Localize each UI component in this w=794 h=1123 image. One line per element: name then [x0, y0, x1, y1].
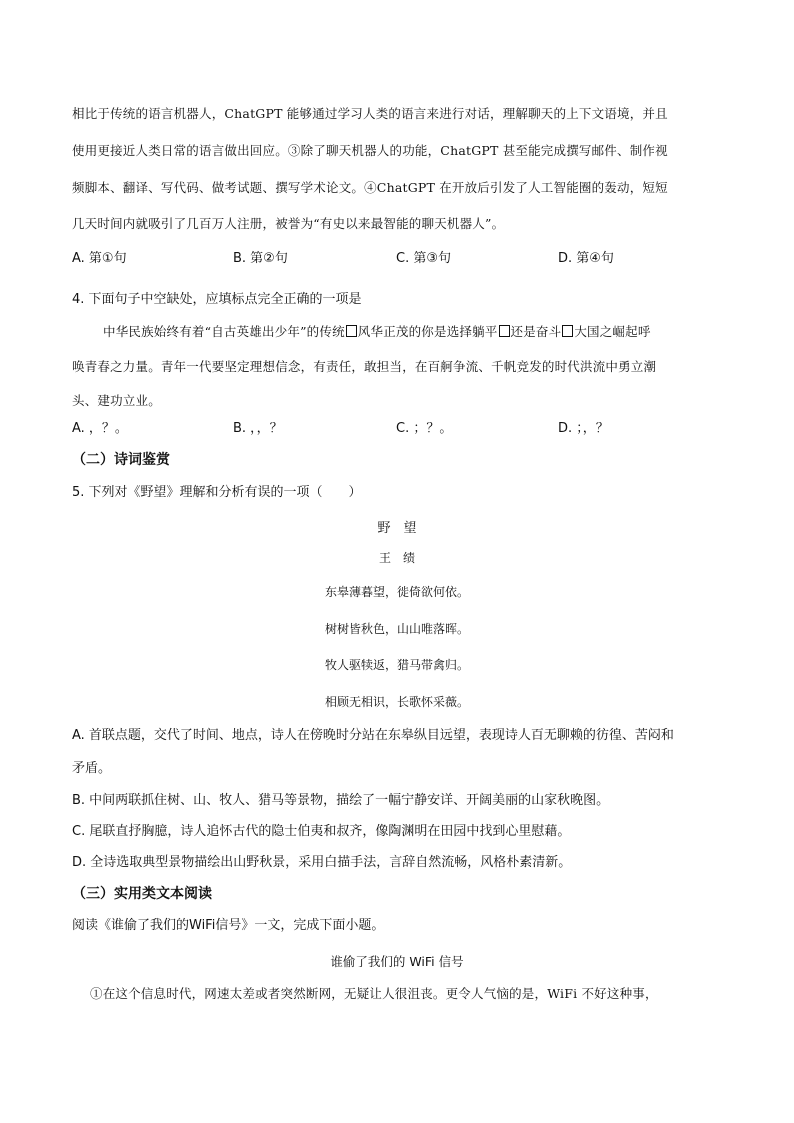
- q4-sentence-line-1: 中华民族始终有着“自古英雄出少年”的传统 风华正茂的你是选择躺平 还是奋斗 大国之崛起呼: [103, 324, 651, 339]
- article-paragraph-1: ①在这个信息时代，网速太差或者突然断网，无疑让人很沮丧。更令人气恼的是，WiFi 不好这种事，: [90, 986, 658, 1001]
- q5-option-a-line-1: A. 首联点题，交代了时间、地点，诗人在傍晚时分站在东皋纵目远望，表现诗人百无聊赖的彷徨、苦闷和: [72, 728, 674, 743]
- q4-sentence-line-3: 头、建功立业。: [72, 393, 161, 408]
- q4-option-d: D. ；，？: [558, 421, 609, 436]
- q4-option-a: A. ，？。: [72, 421, 128, 436]
- poem-title: 野 望: [377, 521, 417, 536]
- q4-option-c: C. ；？。: [396, 421, 453, 436]
- passage-line-4: 几天时间内就吸引了几百万人注册，被誉为“有史以来最智能的聊天机器人”。: [72, 216, 505, 231]
- article-title: 谁偷了我们的 WiFi 信号: [330, 954, 464, 969]
- q3-option-a: A. 第①句: [72, 251, 127, 266]
- q5-option-d: D. 全诗选取典型景物描绘出山野秋景，采用白描手法，言辞自然流畅，风格朴素清新。: [72, 855, 572, 870]
- q5-stem: 5. 下列对《野望》理解和分析有误的一项（ ）: [72, 485, 362, 500]
- blank-box-1: [346, 325, 357, 337]
- poem-author: 王 绩: [378, 551, 415, 565]
- q5-option-c: C. 尾联直抒胸臆，诗人追怀古代的隐士伯夷和叔齐，像陶渊明在田园中找到心里慰藉。: [72, 824, 571, 839]
- q3-option-b: B. 第②句: [233, 251, 288, 266]
- section-heading-poetry: （二）诗词鉴赏: [72, 452, 170, 468]
- passage-line-2: 使用更接近人类日常的语言做出回应。③除了聊天机器人的功能，ChatGPT 甚至能完成撰写邮件、制作视: [72, 143, 668, 158]
- blank-box-2: [499, 325, 510, 337]
- reading-intro: 阅读《谁偷了我们的WiFi信号》一文，完成下面小题。: [72, 918, 385, 933]
- q4-stem: 4. 下面句子中空缺处，应填标点完全正确的一项是: [72, 292, 362, 307]
- passage-line-1: 相比于传统的语言机器人，ChatGPT 能够通过学习人类的语言来进行对话，理解聊天的上下文语境，并且: [72, 106, 668, 121]
- q5-option-a-line-2: 矛盾。: [72, 761, 112, 776]
- blank-box-3: [562, 325, 573, 337]
- q5-option-b: B. 中间两联抓住树、山、牧人、猎马等景物，描绘了一幅宁静安详、开阔美丽的山家秋晚图。: [72, 793, 610, 808]
- poem-line-3: 牧人驱犊返，猎马带禽归。: [324, 658, 469, 672]
- q3-option-d: D. 第④句: [558, 251, 614, 266]
- poem-line-4: 相顾无相识，长歌怀采薇。: [324, 695, 469, 709]
- q4-sentence-line-2: 唤青春之力量。青年一代要坚定理想信念，有责任，敢担当，在百舸争流、千帆竞发的时代洪流中勇立潮: [72, 359, 657, 374]
- poem-line-1: 东皋薄暮望，徙倚欲何依。: [324, 585, 469, 599]
- passage-line-3: 频脚本、翻译、写代码、做考试题、撰写学术论文。④ChatGPT 在开放后引发了人工智能圈的轰动，短短: [72, 180, 668, 195]
- section-heading-practical-reading: （三）实用类文本阅读: [72, 886, 212, 902]
- poem-line-2: 树树皆秋色，山山唯落晖。: [324, 622, 469, 636]
- q3-option-c: C. 第③句: [396, 251, 451, 266]
- q4-option-b: B. ，，？: [233, 421, 283, 436]
